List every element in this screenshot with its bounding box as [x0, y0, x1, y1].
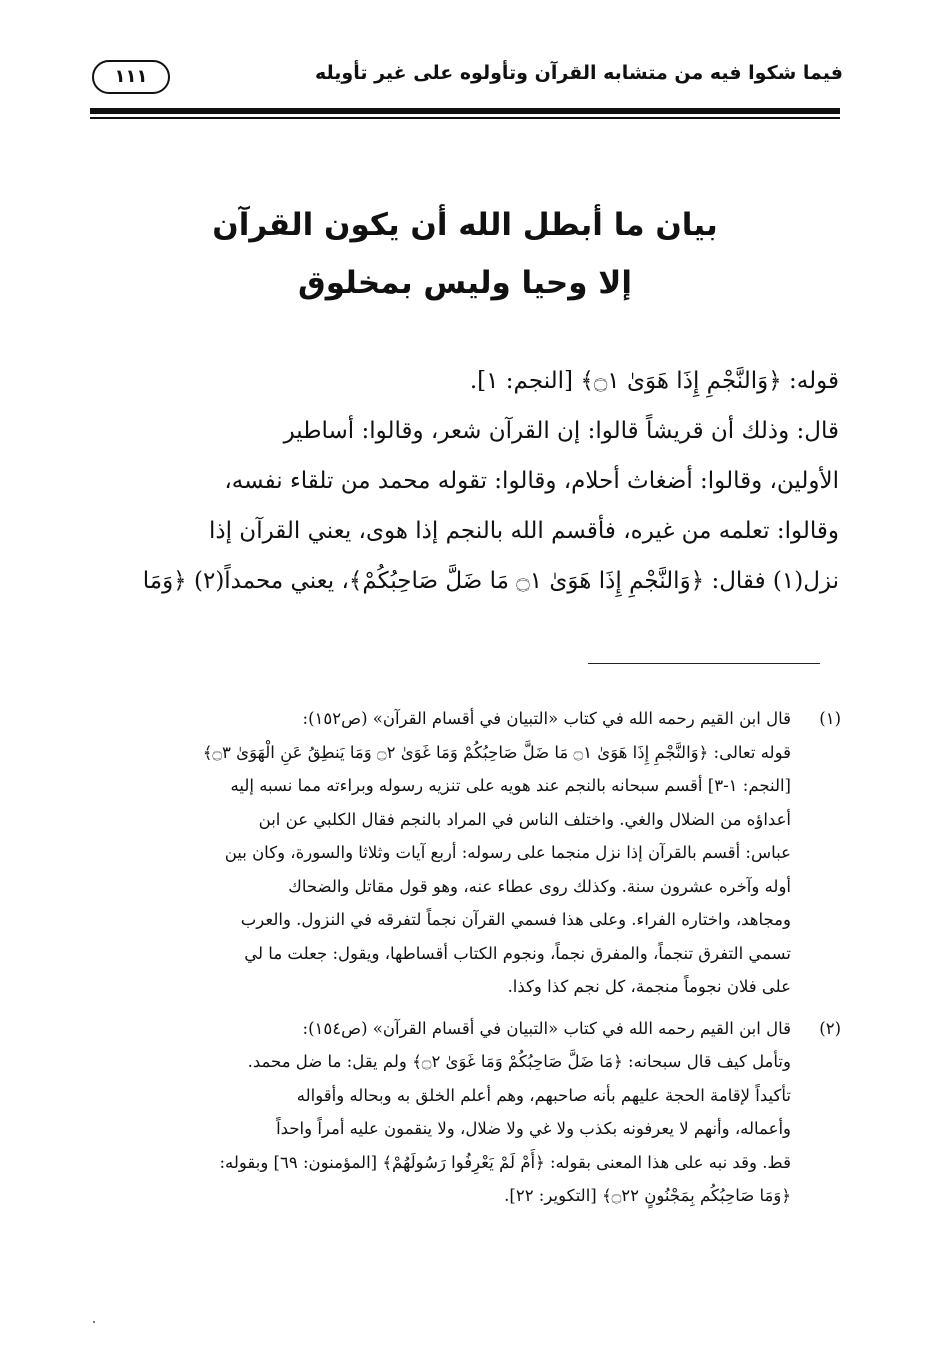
footnote-line: وأعماله، وأنهم لا يعرفونه بكذب ولا غي ولا ضلال، ولا ينقمون عليه أمراً واحداً	[276, 1119, 791, 1138]
footnote	[91, 702, 841, 1004]
footnote-line: ﴿وَمَا صَاحِبُكُم بِمَجْنُونٍ ۝٢٢﴾ [التكوير: ٢٢].	[504, 1186, 791, 1205]
footnote-line: قال ابن القيم رحمه الله في كتاب «التبيان في أقسام القرآن» (ص١٥٢):	[302, 709, 791, 728]
footnote	[91, 1012, 841, 1213]
header-rule-thin	[90, 117, 840, 119]
footnote-line: قط. وقد نبه على هذا المعنى بقوله: ﴿أَمْ لَمْ يَعْرِفُوا رَسُولَهُمْ﴾ [المؤمنون: ٦٩] وبقوله:	[219, 1152, 791, 1172]
chapter-heading-line: بيان ما أبطل الله أن يكون القرآن	[212, 207, 718, 243]
page-number-badge: ١١١	[92, 60, 170, 94]
footnotes	[91, 702, 841, 1213]
footnote-line: وتأمل كيف قال سبحانه: ﴿مَا ضَلَّ صَاحِبُكُمْ وَمَا غَوَىٰ ۝٢﴾ ولم يقل: ما ضل محمد.	[247, 1052, 791, 1071]
footnote-number: (٢)	[819, 1018, 841, 1038]
footnote-line: ومجاهد، واختاره الفراء. وعلى هذا فسمي القرآن نجماً لتفرقه في النزول. والعرب	[240, 910, 791, 929]
footnote-line: أعداؤه من الضلال والغي. واختلف الناس في المراد بالنجم فقال الكلبي عن ابن	[258, 809, 791, 829]
running-header-title: فيما شكوا فيه من متشابه القرآن وتأولوه على غير تأويله	[314, 62, 843, 84]
scan-speck	[93, 1321, 95, 1323]
footnote-line: قوله تعالى: ﴿وَالنَّجْمِ إِذَا هَوَىٰ ۝١ مَا ضَلَّ صَاحِبُكُمْ وَمَا غَوَىٰ ۝٢ وَمَا يَنطِقُ عَنِ الْهَوَىٰ ۝٣﴾	[202, 742, 791, 762]
body-line: نزل(١) فقال: ﴿وَالنَّجْمِ إِذَا هَوَىٰ ۝١ مَا ضَلَّ صَاحِبُكُمْ﴾، يعني محمداً(٢) ﴿وَمَا	[142, 568, 839, 594]
chapter-heading-line: إلا وحيا وليس بمخلوق	[298, 265, 632, 301]
header-rule-thick	[90, 108, 840, 114]
footnote-number: (١)	[819, 709, 841, 728]
footnote-line: [النجم: ١-٣] أقسم سبحانه بالنجم عند هويه على تنزيه رسوله وبراءته مما نسبه إليه	[230, 776, 791, 795]
body-line: الأولين، وقالوا: أضغاث أحلام، وقالوا: تقوله محمد من تلقاء نفسه،	[224, 468, 839, 494]
footnote-line: على فلان نجوماً منجمة، كل نجم كذا وكذا.	[507, 977, 791, 996]
footnote-line: تسمي التفرق تنجماً، والمفرق نجماً، ونجوم الكتاب أقساطها، ويقول: جعلت ما لي	[244, 943, 791, 963]
body-line: وقالوا: تعلمه من غيره، فأقسم الله بالنجم إذا هوى، يعني القرآن إذا	[208, 518, 839, 544]
footnote-line: قال ابن القيم رحمه الله في كتاب «التبيان في أقسام القرآن» (ص١٥٤):	[302, 1018, 791, 1038]
footnote-line: عباس: أقسم بالقرآن إذا نزل منجما على رسوله: أربع آيات وثلاثا والسورة، وكان بين	[224, 843, 791, 862]
body-line: قال: وذلك أن قريشاً قالوا: إن القرآن شعر، وقالوا: أساطير	[283, 418, 839, 444]
body-line: قوله: ﴿وَالنَّجْمِ إِذَا هَوَىٰ ۝١﴾ [النجم: ١].	[469, 368, 839, 394]
chapter-heading	[90, 196, 840, 312]
footnote-line: تأكيداً لإقامة الحجة عليهم بأنه صاحبهم، وهم أعلم الخلق به وبحاله وأقواله	[296, 1085, 791, 1105]
footnote-line: أوله وآخره عشرون سنة. وكذلك روى عطاء عنه، وهو قول مقاتل والضحاك	[288, 876, 791, 896]
main-text	[91, 356, 839, 606]
footnote-separator	[588, 663, 820, 664]
